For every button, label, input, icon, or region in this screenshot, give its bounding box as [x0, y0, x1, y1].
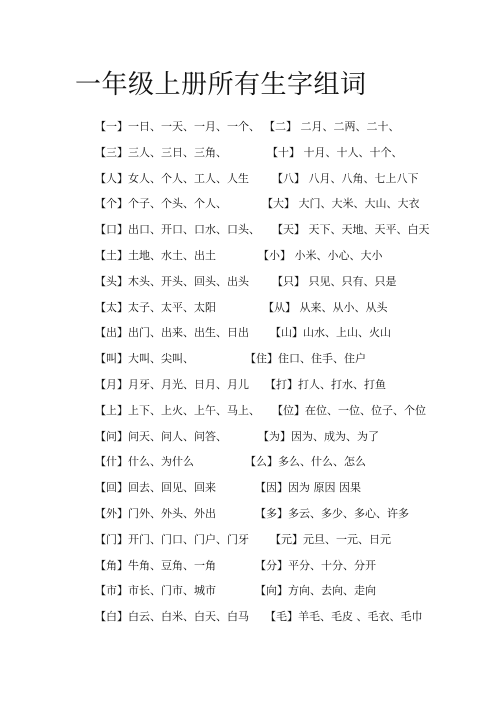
entry-right: 【打】打人、打水、打鱼 [265, 377, 386, 391]
entry-left: 【门】开门、门口、门户、门牙 [95, 532, 249, 546]
entry-right: 【二】 二月、二两、二十、 [264, 120, 400, 133]
list-item [0, 196, 500, 222]
entry-left: 【人】女人、个人、工人、人生 [95, 171, 249, 185]
entry-left: 【土】土地、水土、出土 [95, 248, 216, 262]
list-item [0, 506, 500, 532]
entry-right: 【住】住口、住手、住户 [245, 352, 366, 366]
entry-left: 【月】月牙、月光、日月、月儿 [95, 377, 249, 391]
list-item [0, 171, 500, 197]
entry-right: 【十】 十月、十人、十个、 [267, 145, 403, 159]
entry-left: 【太】太子、太平、太阳 [95, 300, 216, 314]
list-item [0, 222, 500, 248]
list-item [0, 300, 500, 326]
list-item [0, 454, 500, 480]
word-list [0, 119, 500, 635]
entry-right: 【分】平分、十分、分开 [255, 558, 376, 572]
entry-left: 【出】出门、出来、出生、日出 [95, 326, 249, 340]
entry-right: 【位】在位、一位、位子、个位 [272, 403, 426, 417]
entry-right: 【天】 天下、天地、天平、白天 [272, 223, 430, 237]
entry-left: 【回】回去、回见、回来 [95, 481, 216, 495]
entry-right: 【从】 从来、从小、从头 [263, 300, 388, 314]
list-item [0, 145, 500, 171]
entry-right: 【元】元旦、一元、日元 [270, 532, 391, 546]
entry-right: 【小】 小米、小心、大小 [258, 248, 383, 262]
entry-left: 【市】市长、门市、城市 [95, 584, 216, 598]
entry-right: 【向】方向、去向、走向 [255, 584, 376, 598]
list-item [0, 351, 500, 377]
list-item [0, 429, 500, 455]
list-item [0, 532, 500, 558]
list-item [0, 274, 500, 300]
list-item [0, 325, 500, 351]
entry-left: 【一】一日、一天、一月、一个、 [95, 120, 260, 133]
entry-left: 【角】牛角、豆角、一角 [95, 558, 216, 572]
list-item [0, 403, 500, 429]
entry-right: 【大】 大门、大米、大山、大衣 [262, 197, 420, 211]
entry-right: 【多】多云、多少、多心、许多 [255, 506, 409, 520]
entry-left: 【问】问天、问人、问答、 [95, 429, 227, 443]
page-title: 一年级上册所有生字组词 [75, 70, 367, 100]
list-item [0, 377, 500, 403]
entry-left: 【头】木头、开头、回头、出头 [95, 274, 249, 288]
entry-right: 【么】多么、什么、怎么 [245, 455, 366, 469]
entry-left: 【上】上下、上火、上午、马上、 [95, 403, 260, 417]
entry-right: 【为】因为、成为、为了 [258, 429, 379, 443]
list-item [0, 609, 500, 635]
entry-left: 【外】门外、外头、外出 [95, 506, 216, 520]
entry-right: 【只】 只见、只有、只是 [272, 274, 397, 288]
entry-right: 【八】 八月、八角、七上八下 [272, 171, 419, 185]
list-item [0, 558, 500, 584]
entry-left: 【叫】大叫、尖叫、 [95, 352, 194, 366]
entry-left: 【口】出口、开口、口水、口头、 [95, 223, 260, 237]
entry-left: 【白】白云、白米、白天、白马 [95, 610, 249, 624]
entry-right: 【因】因为 原因 因果 [255, 481, 361, 495]
entry-left: 【个】个子、个头、个人、 [95, 197, 227, 211]
entry-left: 【三】三人、三日、三角、 [95, 145, 227, 159]
list-item [0, 119, 500, 145]
entry-left: 【什】什么、为什么 [95, 455, 194, 469]
list-item [0, 583, 500, 609]
entry-right: 【毛】羊毛、毛皮 、毛衣、毛巾 [265, 610, 423, 624]
list-item [0, 248, 500, 274]
entry-right: 【山】山水、上山、火山 [270, 326, 391, 340]
list-item [0, 480, 500, 506]
